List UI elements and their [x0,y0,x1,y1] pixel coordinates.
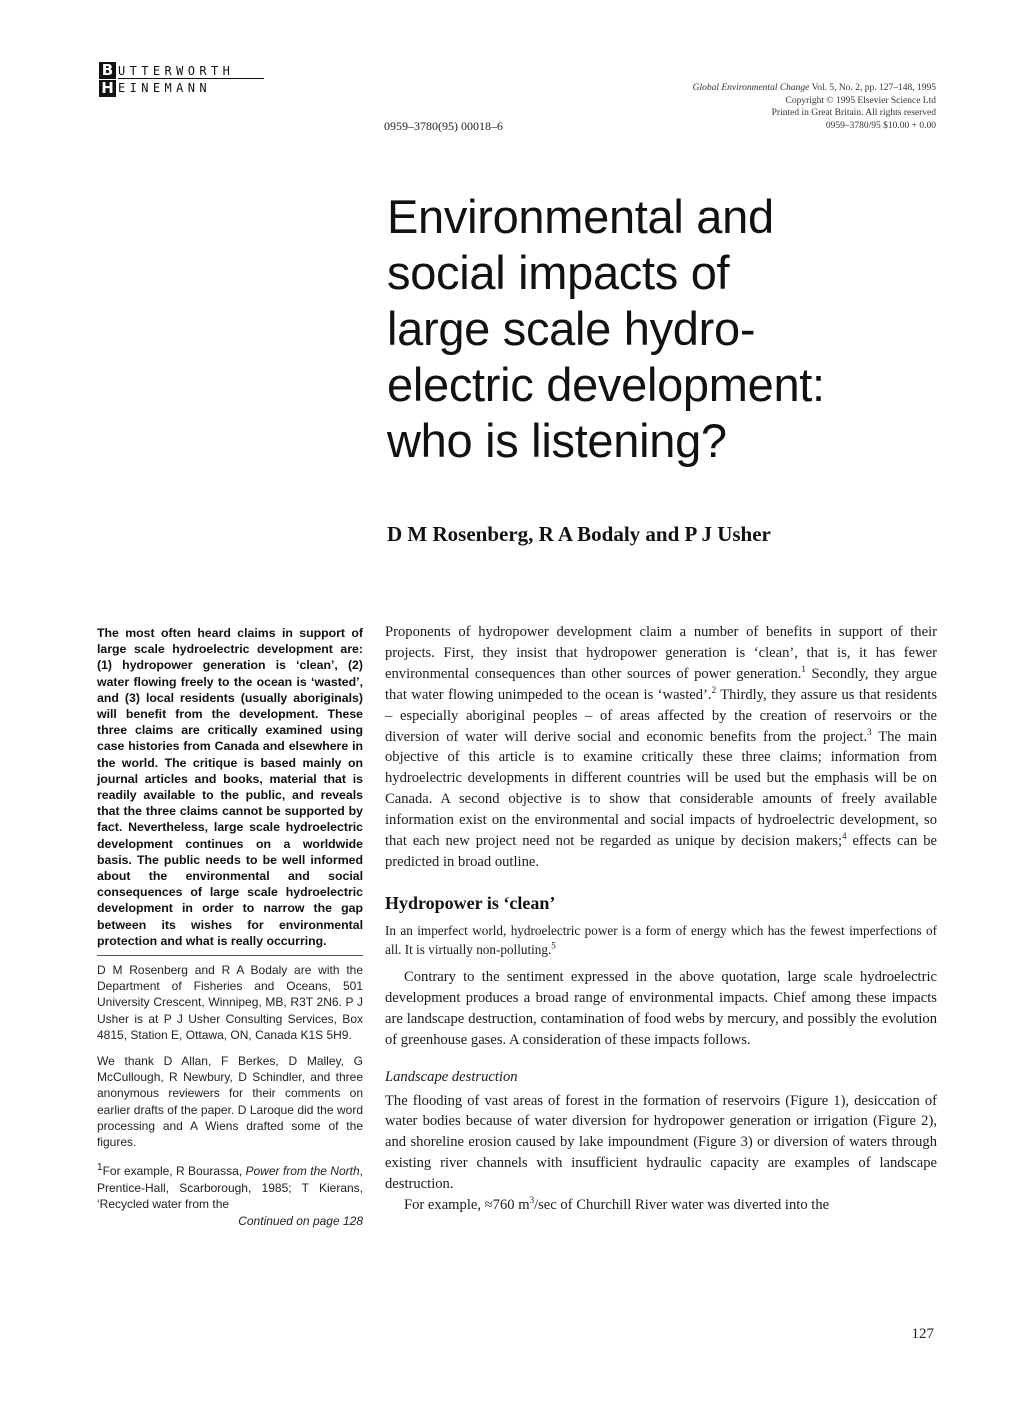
body-paragraph: The flooding of vast areas of forest in the formation of reservoirs (Figure 1), desiccation of water bodies because of water diversion for hydropower generation or irrigation (Figure 2), and shoreline erosion caused by lake impoundment (Figure 3) or diversion of waters through existing river channels with insufficient hydraulic capacity are examples of landscape destruction. [385,1092,937,1193]
author-affiliation: D M Rosenberg and R A Bodaly are with the Department of Fisheries and Oceans, 501 University Crescent, Winnipeg, MB, R3T 2N6. P J Usher is at P J Usher Consulting Services, Box 4815, Station E, Ottawa, ON, Canada K1S 5H9. [97,963,363,1042]
intro-text: Thirdly, they assure us that residents – especially aboriginal peoples – of areas affected by the creation of reservoirs or the diversion of water will derive social and economic benefits from the project. [385,686,937,745]
body-paragraph: Contrary to the sentiment expressed in the above quotation, large scale hydroelectric development produces a broad range of environmental impacts. Chief among these impacts are landscape destruction, contamination of food webs by mercury, and possibly the evolution of greenhouse gases. A consideration of these impacts follows. [385,968,937,1048]
footnote-ref: 5 [551,940,556,951]
body-paragraph [385,1195,937,1216]
logo-line-1: UTTERWORTH [118,65,264,79]
journal-volume: Vol. 5, No. 2, pp. 127–148, 1995 [811,83,936,93]
footnote-book-title: Power from the North [245,1164,360,1179]
article-authors: D M Rosenberg, R A Bodaly and P J Usher [387,522,771,546]
page-number: 127 [911,1326,934,1342]
acknowledgements: We thank D Allan, F Berkes, D Malley, G McCullough, R Newbury, D Schindler, and three anonymous reviewers for their comments on earlier drafts of the paper. D Laroque did the word processing and A Wiens drafted some of the figures. [97,1054,363,1150]
paragraph-text: /sec of Churchill River water was diverted into the [534,1197,830,1214]
journal-header [693,82,936,132]
title-line: Environmental and [387,190,774,243]
intro-text: effects can be predicted in broad outline. [385,833,937,870]
epigraph-quote [385,921,937,959]
unit-exponent: 3 [529,1195,535,1206]
printed-line: Printed in Great Britain. All rights reserved [771,108,936,118]
footnote-ref: 2 [711,684,717,695]
footnote-marker: 1 [97,1162,103,1174]
quote-text: In an imperfect world, hydroelectric power is a form of energy which has the fewest imperfections of all. It is virtually non-polluting. [385,922,937,957]
publisher-logo [99,62,269,102]
footnote-ref: 1 [801,663,806,674]
footnote-ref: 4 [842,831,847,842]
continued-note: Continued on page 128 [238,1213,363,1228]
copyright-line: Copyright © 1995 Elsevier Science Ltd [785,95,936,106]
footnote-text: For example, R Bourassa, [102,1164,246,1179]
paragraph-text: For example, ≈760 m [404,1197,530,1214]
title-line: who is listening? [387,414,727,467]
article-title [387,189,967,469]
subsection-heading: Landscape destruction [385,1068,518,1085]
issn-line: 0959–3780/95 $10.00 + 0.00 [825,120,936,131]
intro-text: The main objective of this article is to examine critically these three claims; information from hydroelectric developments in different countries will be used but the emphasis will be on Canada. A second objective is to show that considerable amounts of freely available information exist on the environmental and social impacts of hydroelectric development, so that each new project need not be regarded as unique by decision makers; [385,728,938,850]
logo-initial-h: H [99,80,116,97]
footnote-ref: 3 [867,726,872,737]
abstract: The most often heard claims in support of large scale hydroelectric development are: (1) hydropower generation is ‘clean’, (2) water flowing freely to the ocean is ‘wasted’, and (3) local residents (usually aboriginals) will benefit from the development. These three claims are critically examined using case histories from Canada and elsewhere in the world. The critique is based mainly on journal articles and books, material that is readily available to the public, and reveals that the three claims cannot be supported by fact. Nevertheless, large scale hydroelectric development continues on a worldwide basis. The public needs to be well informed about the environmental and social consequences of large scale hydroelectric development in order to narrow the gap between its wishes for environmental protection and what is really occurring. [97,626,363,948]
sidebar [97,625,363,1228]
title-line: electric development: [387,358,825,411]
intro-paragraph [385,622,937,873]
footnote-text-rest: , Prentice-Hall, Scarborough, 1985; T Kierans, ‘Recycled water from the [97,1164,363,1211]
footnote-1 [97,1160,363,1212]
intro-text: Secondly, they argue that water flowing unimpeded to the ocean is ‘wasted’. [385,665,937,703]
sidebar-divider [97,955,363,956]
article-doi: 0959–3780(95) 00018–6 [384,119,503,133]
logo-initial-b: B [99,62,116,79]
logo-line-2: EINEMANN [118,81,211,95]
section-heading: Hydropower is ‘clean’ [385,892,556,913]
intro-text: Proponents of hydropower development claim a number of benefits in support of their projects. First, they insist that hydropower generation is ‘clean’, that is, it has fewer environmental consequences than other sources of power generation. [385,624,937,682]
title-line: social impacts of [387,246,730,299]
journal-name: Global Environmental Change [692,83,810,93]
article-body [385,622,937,1216]
title-line: large scale hydro- [387,302,756,355]
